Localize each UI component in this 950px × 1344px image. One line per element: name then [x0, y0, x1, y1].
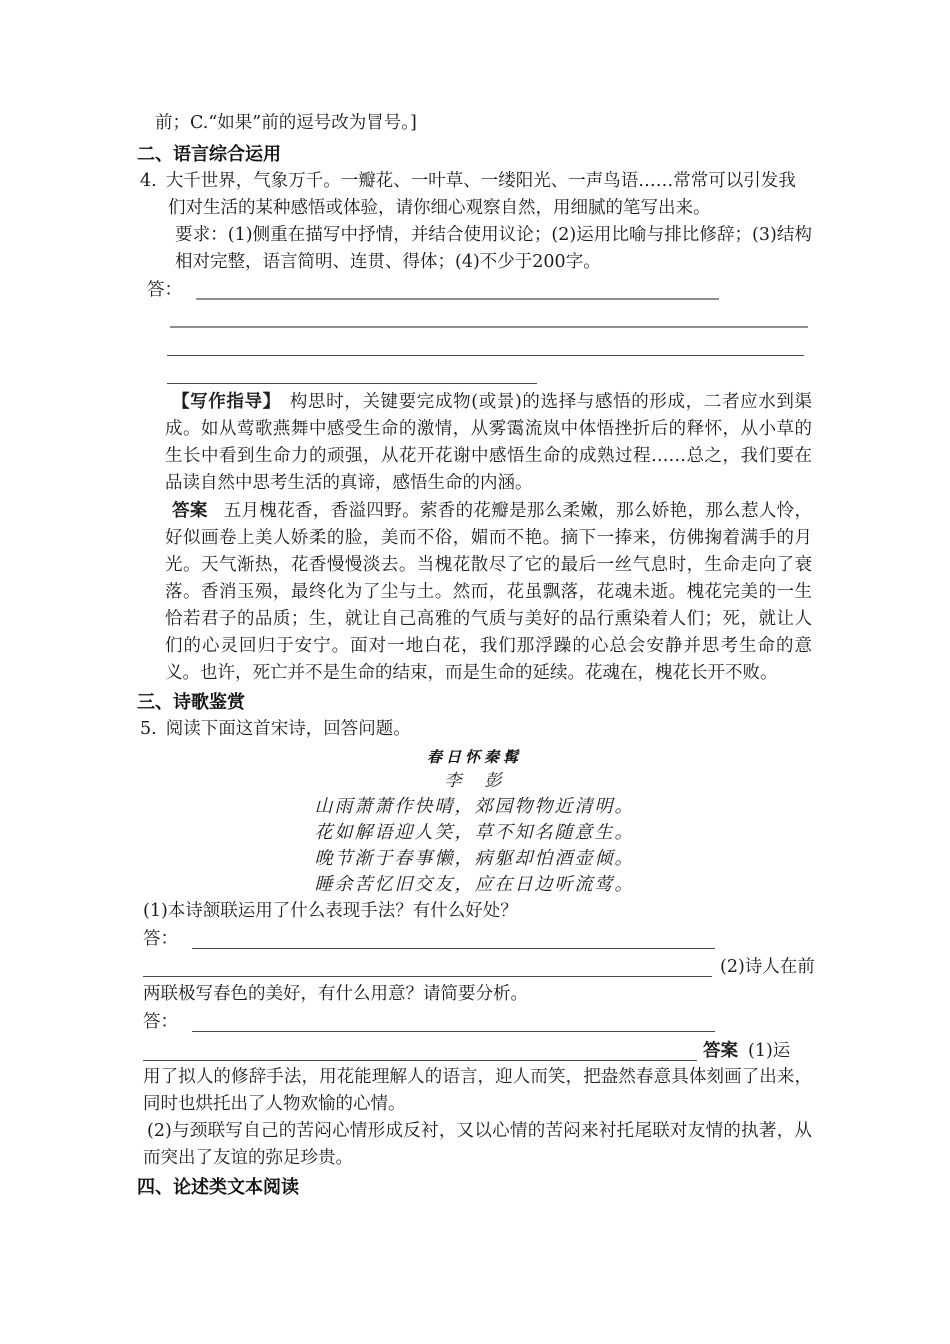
question-5-number: 5. [140, 719, 157, 739]
question-4-number: 4. [140, 171, 157, 191]
answer-blank-row-with-sub2 [143, 953, 815, 981]
question-4 [140, 168, 812, 222]
question-4-answer-text: 五月槐花香，香溢四野。萦香的花瓣是那么柔嫩，那么娇艳，那么惹人怜，好似画卷上美人娇柔的脸，美而不俗，媚而不艳。摘下一捧来，仿佛掬着满手的月光。天气渐热，花香慢慢淡去。当槐花散尽了它的最后一丝气息时，生命走向了衰落。香消玉殒，最终化为了尘与土。然而，花虽飘落，花魂未逝。槐花完美的一生恰若君子的品质；生，就让自己高雅的气质与美好的品行熏染着人们；死，就让人们的心灵回归于安宁。面对一地白花，我们那浮躁的心总会安静并思考生命的意义。也许，死亡并不是生命的结束，而是生命的延续。花魂在，槐花长开不败。 [165, 501, 813, 683]
question-5-answer-2-text: (2)与颈联写自己的苦闷心情形成反衬，又以心情的苦闷来衬托尾联对友情的执著，从而突出了友谊的弥足珍贵。 [143, 1121, 812, 1168]
answer-blank-line [167, 336, 804, 356]
answer-label: 答： [147, 280, 182, 300]
poem-line: 晚节渐于春事懒，病躯却怕酒壶倾。 [314, 848, 635, 869]
poem-line: 山雨萧萧作快晴，郊园物物近清明。 [314, 796, 635, 817]
question-5 [140, 716, 812, 743]
poem-line: 睡余苦忆旧交友，应在日边听流莺。 [314, 874, 635, 895]
section-2-heading: 二、语言综合运用 [137, 144, 281, 164]
question-5-text: 阅读下面这首宋诗，回答问题。 [165, 719, 411, 739]
answer-blank-line [170, 307, 808, 328]
answer-prompt-line-q5-2 [143, 1008, 812, 1036]
answer-blank-line [192, 929, 715, 949]
question-5-sub2-continuation: 两联极写春色的美好，有什么用意？请简要分析。 [143, 984, 528, 1004]
question-4-answer-key [165, 497, 812, 687]
question-5-answer-1-lead: (1)运 [748, 1041, 791, 1061]
poem-author: 李 彭 [444, 771, 505, 791]
answer-blank-row [137, 304, 812, 332]
answer-prompt-line-q5-1 [143, 925, 812, 953]
answer-label: 答： [143, 1012, 178, 1032]
answer-blank-line [196, 279, 719, 300]
answer-key-label: 答案 [703, 1040, 738, 1060]
question-5-sub1: (1)本诗颔联运用了什么表现手法？有什么好处？ [143, 901, 518, 921]
answer-blank-row-with-key [143, 1036, 812, 1064]
section-4-heading: 四、论述类文本阅读 [137, 1177, 299, 1197]
answer-blank-line [192, 1012, 715, 1032]
poem-title: 春日怀秦髯 [426, 748, 522, 766]
question-5-sub2-lead: (2)诗人在前 [720, 957, 815, 977]
answer-blank-line [167, 364, 537, 384]
writing-guide-text: 构思时，关键要完成物(或景)的选择与感悟的形成，二者应水到渠成。如从莺歌燕舞中感受生命的激情，从雾霭流岚中体悟挫折后的释怀，从小草的生长中看到生命力的顽强，从花开花谢中感悟生命的成熟过程……总之，我们要在品读自然中思考生活的真谛，感悟生命的内涵。 [165, 392, 813, 493]
question-5-answer-1-text: 用了拟人的修辞手法，用花能理解人的语言，迎人而笑，把盎然春意具体刻画了出来，同时也烘托出了人物欢愉的心情。 [143, 1067, 812, 1114]
poem [137, 745, 812, 898]
writing-guide [165, 388, 812, 497]
answer-key-label: 答案 [172, 500, 208, 520]
question-4-requirements: 要求：(1)侧重在描写中抒情，并结合使用议论；(2)运用比喻与排比修辞；(3)结构相对完整，语言简明、连贯、得体；(4)不少于200字。 [175, 225, 812, 272]
answer-blank-line [143, 1041, 697, 1061]
carryover-bracket-line: 前；C.“如果”前的逗号改为冒号。] [155, 113, 417, 133]
answer-blank-line [143, 957, 712, 977]
answer-blank-row [137, 332, 812, 360]
answer-label: 答： [143, 929, 178, 949]
answer-prompt-line-q4 [147, 276, 812, 304]
poem-line: 花如解语迎人笑，草不知名随意生。 [314, 822, 635, 843]
section-3-heading: 三、诗歌鉴赏 [137, 692, 245, 712]
writing-guide-label: 【写作指导】 [172, 391, 281, 411]
question-4-text: 大千世界，气象万千。一瓣花、一叶草、一缕阳光、一声鸟语……常常可以引发我们对生活的某种感悟或体验，请你细心观察自然，用细腻的笔写出来。 [165, 171, 796, 218]
answer-blank-row [137, 360, 812, 388]
